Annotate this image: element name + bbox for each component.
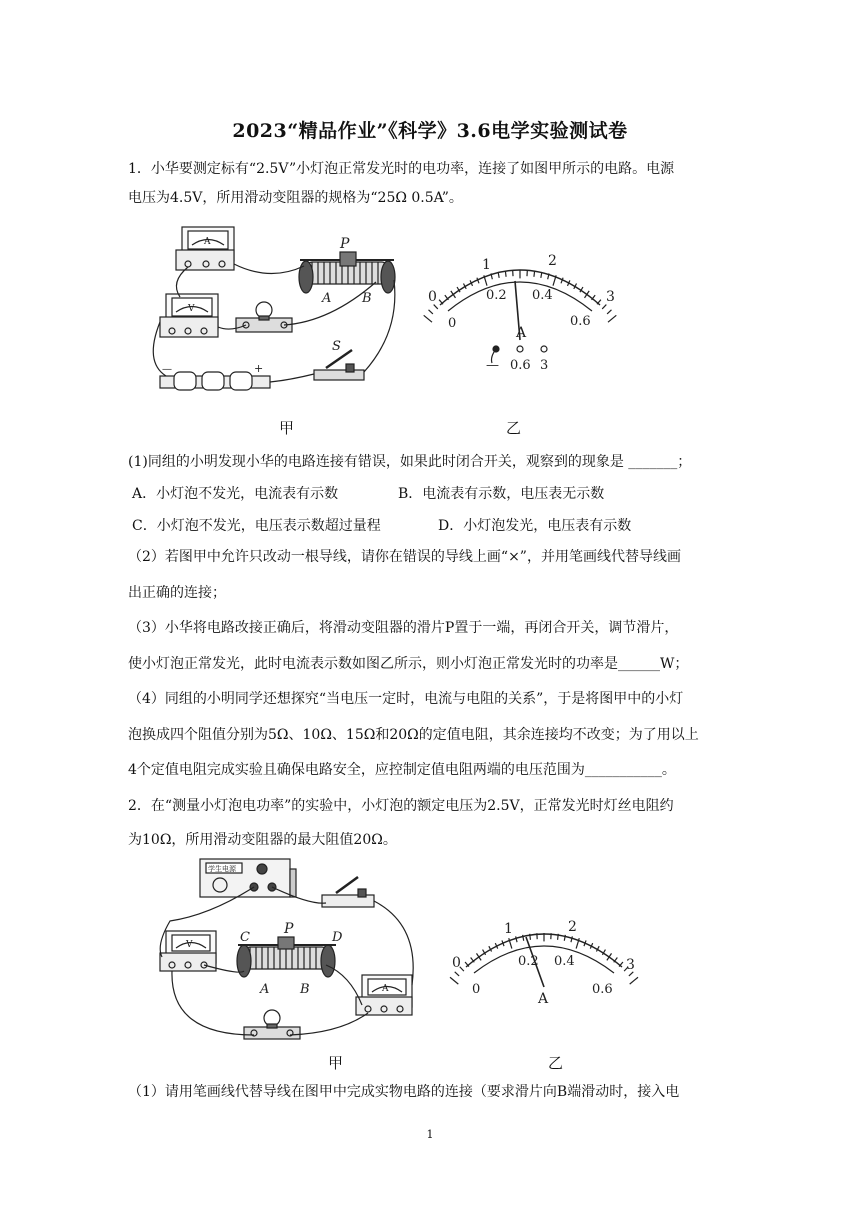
svg-text:A: A xyxy=(516,325,527,341)
slider-p-label: P xyxy=(340,236,350,252)
q1-option-a: A．小灯泡不发光，电流表有示数 xyxy=(132,486,339,502)
dial-tick xyxy=(424,315,432,322)
terminal-a-label-2: A xyxy=(260,982,270,997)
svg-text:0.4: 0.4 xyxy=(532,288,553,303)
q1-sub2-line1: （2）若图甲中允许只改动一根导线，请你在错误的导线上画“×”，并用笔画线代替导线画 xyxy=(128,549,681,565)
svg-text:0: 0 xyxy=(448,316,457,331)
dial-tick xyxy=(451,291,456,298)
q2-line2: 为10Ω，所用滑动变阻器的最大阻值20Ω。 xyxy=(128,832,397,848)
dial-tick xyxy=(607,953,612,960)
svg-text:2: 2 xyxy=(568,919,577,935)
terminal-b-label-2: B xyxy=(300,982,310,997)
q1-sub3-line1: （3）小华将电路改接正确后，将滑动变阻器的滑片P置于一端，再闭合开关，调节滑片， xyxy=(128,620,679,636)
bulb-icon xyxy=(236,302,292,332)
q2-sub1: （1）请用笔画线代替导线在图甲中完成实物电路的连接（要求滑片向B端滑动时，接入电 xyxy=(128,1084,680,1100)
svg-text:0.4: 0.4 xyxy=(554,954,575,969)
q1-sub3-line2: 使小灯泡正常发光，此时电流表示数如图乙所示，则小灯泡正常发光时的功率是______W； xyxy=(128,656,689,672)
svg-text:0.2: 0.2 xyxy=(518,954,539,969)
dial-tick xyxy=(455,972,459,976)
figure-1-caption-jia: 甲 xyxy=(279,419,295,437)
svg-text:0: 0 xyxy=(428,289,437,305)
svg-text:2: 2 xyxy=(548,253,557,269)
battery-minus: — xyxy=(162,364,172,375)
supply-label: 学生电源 xyxy=(208,865,236,873)
q1-sub4-line1: （4）同组的小明同学还想探究“当电压一定时，电流与电阻的关系”，于是将图甲中的小灯 xyxy=(128,691,684,707)
dial-tick xyxy=(450,977,458,984)
slider-p-label-2: P xyxy=(284,921,294,937)
switch-icon xyxy=(322,877,374,907)
switch-s-label: S xyxy=(332,339,341,354)
dial-tick xyxy=(429,310,433,314)
svg-text:0.6: 0.6 xyxy=(592,982,613,997)
voltmeter-icon xyxy=(160,294,218,337)
voltmeter-icon xyxy=(160,931,216,971)
q1-line2: 电压为4.5V，所用滑动变阻器的规格为“25Ω 0.5A”。 xyxy=(128,190,463,206)
rheostat-icon xyxy=(299,236,395,306)
figure-1-caption-yi: 乙 xyxy=(506,419,522,437)
figure-2-ammeter-dial xyxy=(440,915,650,1015)
dial-tick xyxy=(607,310,611,314)
svg-text:0.6: 0.6 xyxy=(570,314,591,329)
dial-tick xyxy=(505,271,506,277)
page-number: 1 xyxy=(426,1128,434,1141)
q1-line1: 1．小华要测定标有“2.5V”小灯泡正常发光时的电功率，连接了如图甲所示的电路。电源 xyxy=(128,161,675,177)
ammeter-letter: A xyxy=(204,237,211,247)
q1-option-b: B．电流表有示数，电压表无示数 xyxy=(398,486,605,502)
svg-text:3: 3 xyxy=(626,957,635,973)
battery-plus: + xyxy=(254,362,264,375)
ammeter-icon xyxy=(356,975,412,1015)
svg-text:1: 1 xyxy=(504,921,513,937)
svg-text:—: — xyxy=(486,358,499,373)
terminal-d-label: D xyxy=(332,930,343,945)
q1-sub4-line2: 泡换成四个阻值分别为5Ω、10Ω、15Ω和20Ω的定值电阻，其余连接均不改变；为了用以上 xyxy=(128,727,699,743)
figure-1-ammeter-dial xyxy=(420,245,630,385)
terminal-b-label: B xyxy=(362,291,372,306)
switch-icon xyxy=(314,339,364,380)
dial-tick xyxy=(516,936,517,942)
q1-option-d: D．小灯泡发光，电压表有示数 xyxy=(438,518,632,534)
rheostat-icon xyxy=(237,921,343,997)
dial-tick xyxy=(630,977,638,984)
q1-option-c: C．小灯泡不发光，电压表示数超过量程 xyxy=(132,518,381,534)
dial-tick xyxy=(571,936,572,942)
terminal-a-label: A xyxy=(322,291,332,306)
svg-text:1: 1 xyxy=(482,257,491,273)
figure-2-circuit xyxy=(150,855,440,1050)
dial-tick xyxy=(602,305,606,309)
dial-tick xyxy=(476,953,481,960)
figure-2-caption-yi: 乙 xyxy=(548,1054,564,1072)
svg-text:A: A xyxy=(538,991,549,1007)
dial-tick xyxy=(434,305,438,309)
svg-text:0: 0 xyxy=(452,955,461,971)
battery-icon xyxy=(160,362,270,390)
ammeter-letter-2: A xyxy=(382,984,389,994)
svg-text:0.2: 0.2 xyxy=(486,288,507,303)
dial-tick xyxy=(558,934,559,940)
svg-text:0.6: 0.6 xyxy=(510,358,531,373)
voltmeter-letter-2: V xyxy=(186,940,193,950)
q1-sub4-line3: 4个定值电阻完成实验且确保电路安全，应控制定值电阻两端的电压范围为___________。 xyxy=(128,762,676,778)
figure-2-caption-jia: 甲 xyxy=(328,1054,344,1072)
ammeter-icon xyxy=(176,227,234,270)
q2-line1: 2．在“测量小灯泡电功率”的实验中，小灯泡的额定电压为2.5V，正常发光时灯丝电阻约 xyxy=(128,798,674,814)
voltmeter-letter: V xyxy=(188,304,195,314)
q1-sub1: (1)同组的小明发现小华的电路连接有错误，如果此时闭合开关，观察到的现象是 _______； xyxy=(128,454,692,470)
dial-tick xyxy=(530,934,531,940)
dial-tick xyxy=(585,291,590,298)
q1-sub2-line2: 出正确的连接； xyxy=(128,585,226,601)
dial-tick xyxy=(534,271,535,277)
figure-1-circuit xyxy=(150,222,410,412)
svg-text:3: 3 xyxy=(540,358,549,373)
svg-text:3: 3 xyxy=(606,289,615,305)
terminal-c-label: C xyxy=(240,930,250,945)
svg-text:0: 0 xyxy=(472,982,481,997)
page-title: 2023“精品作业”《科学》3.6电学实验测试卷 xyxy=(232,120,628,142)
dial-tick xyxy=(608,315,616,322)
